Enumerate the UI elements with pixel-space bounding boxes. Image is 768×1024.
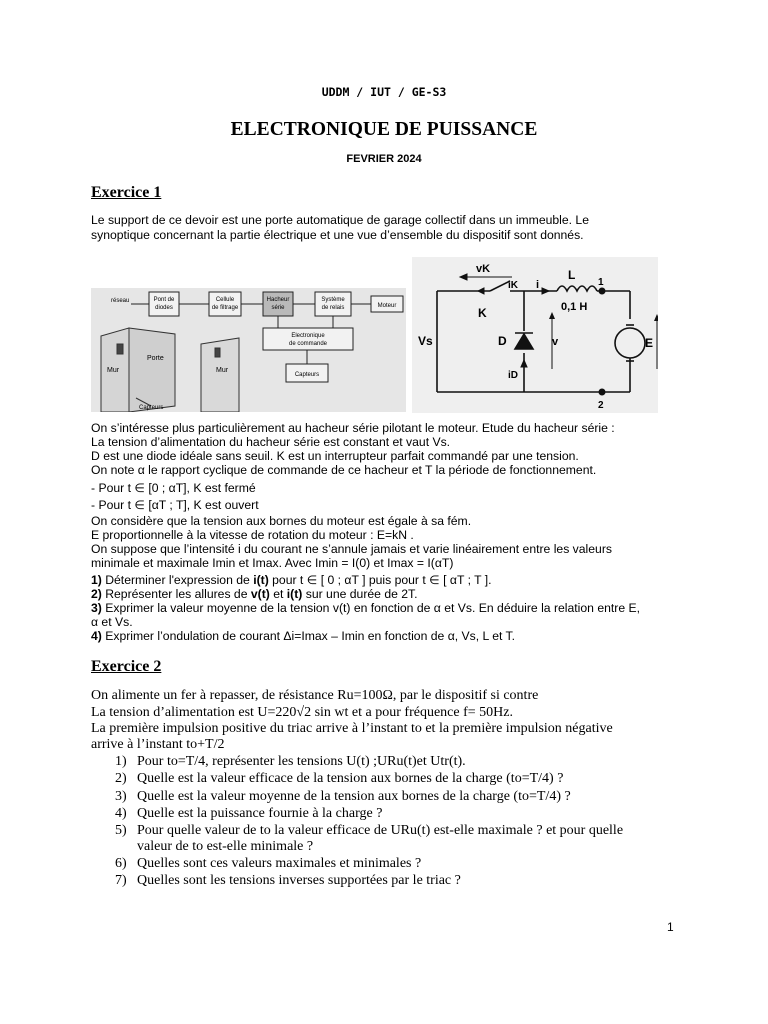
reseau-label: réseau — [111, 298, 130, 304]
exercise1-line: On suppose que l’intensité i du courant ne s’annule jamais et varie linéairement entre les valeurs — [91, 542, 612, 556]
emf-e-label: E — [645, 336, 654, 350]
synoptic-diagram-drawing — [91, 288, 406, 412]
cellule-label-2: de filtrage — [211, 305, 239, 311]
document-title: ELECTRONIQUE DE PUISSANCE — [230, 119, 538, 140]
exercise2-line: arrive à l’instant to+T/2 — [91, 737, 225, 752]
switch-k-label: K — [478, 306, 487, 320]
pont-label-1: Pont de — [153, 297, 175, 303]
exercise1-line: On note α le rapport cyclique de commande de ce hacheur et T la période de fonctionnement. — [91, 463, 597, 477]
exercise1-question: 3) Exprimer la valeur moyenne de la tension v(t) en fonction de α et Vs. En déduire la relation entre E, — [91, 601, 641, 615]
porte-label: Porte — [147, 355, 164, 362]
exercise1-line: - Pour t ∈ [αT ; T], K est ouvert — [91, 498, 259, 512]
exercise1-line: minimale et maximale Imin et Imax. Avec Imin = I(0) et Imax = I(αT) — [91, 556, 454, 570]
chopper-circuit-drawing — [412, 257, 658, 413]
exercise1-question: 1) Déterminer l'expression de i(t) pour t ∈ [ 0 ; αT ] puis pour t ∈ [ αT ; T ]. — [91, 573, 492, 587]
exercise1-question-continuation: α et Vs. — [91, 615, 133, 629]
inductor-value-label: 0,1 H — [561, 301, 588, 313]
voltage-v-label: v — [552, 336, 559, 348]
page-number: 1 — [667, 920, 674, 934]
capteurs-label: Capteurs — [294, 372, 320, 378]
hacheur-label-2: série — [271, 305, 285, 311]
node-2-dot — [599, 389, 605, 395]
exercise1-line: La tension d’alimentation du hacheur série est constant et vaut Vs. — [91, 435, 451, 449]
cellule-filtrage-block — [209, 292, 241, 316]
node-1-dot — [599, 288, 605, 294]
ik-label: iK — [508, 280, 518, 291]
diode-d-label: D — [498, 334, 507, 348]
inductor-coil — [557, 286, 597, 291]
moteur-label: Moteur — [377, 303, 397, 309]
institution-header: UDDM / IUT / GE-S3 — [321, 85, 447, 99]
mur-right-label: Mur — [216, 367, 229, 374]
right-sensor-shape — [215, 348, 220, 357]
systeme-label-1: Système — [321, 297, 345, 303]
hacheur-label-1: Hacheur — [266, 297, 290, 303]
exercise2-line: La première impulsion positive du triac arrive à l’instant to et la première impulsion négative — [91, 721, 613, 736]
electronique-label-2: de commande — [288, 341, 328, 347]
exercise2-question: 2) Quelle est la valeur efficace de la tension aux bornes de la charge (to=T/4) ? — [115, 771, 564, 786]
inductor-label: L — [568, 268, 576, 282]
exercise2-line: La tension d’alimentation est U=220√2 sin wt et a pour fréquence f= 50Hz. — [91, 705, 513, 720]
exercise1-line: - Pour t ∈ [0 ; αT], K est fermé — [91, 481, 256, 495]
pont-label-2: diodes — [155, 305, 173, 311]
systeme-label-2: de relais — [321, 305, 345, 311]
exercise2-question: 4) Quelle est la puissance fournie à la charge ? — [115, 806, 383, 821]
exercise2-question: 1) Pour to=T/4, représenter les tensions U(t) ;URu(t)et Utr(t). — [115, 754, 466, 769]
cellule-label-1: Cellule — [215, 297, 235, 303]
exercise1-line: On considère que la tension aux bornes du moteur est égale à sa fém. — [91, 514, 472, 528]
chopper-circuit — [412, 257, 658, 413]
exercise2-question: 5) Pour quelle valeur de to la valeur efficace de URu(t) est-elle maximale ? et pour quelle — [115, 823, 624, 838]
hacheur-serie-block — [263, 292, 293, 316]
i-label: i — [536, 279, 540, 291]
switch-k-blade — [490, 281, 510, 291]
exercise1-intro-line2: synoptique concernant la partie électrique et une vue d’ensemble du dispositif sont donnés. — [91, 228, 584, 242]
exercise1-intro-line1: Le support de ce devoir est une porte automatique de garage collectif dans un immeuble. Le — [91, 213, 589, 227]
node-2-label: 2 — [598, 400, 604, 411]
id-label: iD — [508, 370, 518, 381]
synoptic-diagram — [91, 288, 406, 412]
motor-circle — [615, 328, 645, 358]
source-vs-label: Vs — [418, 334, 433, 348]
exercise2-heading: Exercice 2 — [91, 658, 162, 675]
door-shape — [129, 328, 175, 412]
exercise1-question: 2) Représenter les allures de v(t) et i(t) sur une durée de 2T. — [91, 587, 418, 601]
document-date: FEVRIER 2024 — [346, 153, 422, 165]
exercise2-question: 6) Quelles sont ces valeurs maximales et minimales ? — [115, 856, 422, 871]
exercise1-line: E proportionnelle à la vitesse de rotation du moteur : E=kN . — [91, 528, 414, 542]
exercise1-line: D est une diode idéale sans seuil. K est un interrupteur parfait commandé par une tension. — [91, 449, 579, 463]
mur-left-label: Mur — [107, 367, 120, 374]
exercise1-heading: Exercice 1 — [91, 184, 162, 201]
exercise1-question: 4) Exprimer l’ondulation de courant Δi=Imax – Imin en fonction de α, Vs, L et T. — [91, 629, 516, 643]
exercise2-line: On alimente un fer à repasser, de résistance Ru=100Ω, par le dispositif si contre — [91, 688, 539, 703]
pont-diodes-block — [149, 292, 179, 316]
node-1-label: 1 — [598, 277, 604, 288]
diode-triangle — [515, 334, 533, 349]
left-sensor-shape — [117, 344, 123, 354]
exercise1-line: On s’intéresse plus particulièrement au hacheur série pilotant le moteur. Etude du hacheur série : — [91, 421, 615, 435]
exercise2-question: 3) Quelle est la valeur moyenne de la tension aux bornes de la charge (to=T/4) ? — [115, 789, 571, 804]
capteurs-bottom-label: Capteurs — [139, 405, 164, 411]
exercise2-question: 7) Quelles sont les tensions inverses supportées par le triac ? — [115, 873, 461, 888]
electronique-label-1: Electronique — [291, 333, 325, 339]
systeme-relais-block — [315, 292, 351, 316]
exercise2-question-continuation: valeur de to est-elle minimale ? — [137, 839, 314, 854]
vk-label: vK — [476, 263, 491, 275]
